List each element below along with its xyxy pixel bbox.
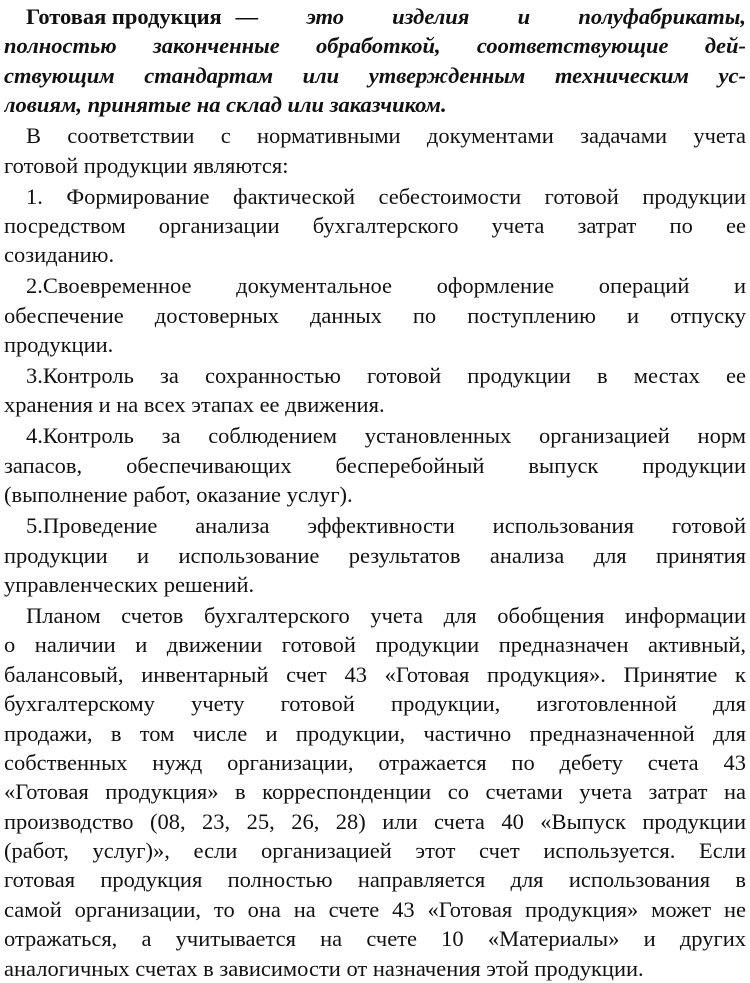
text-line: готовая продукция полностью направляется для использования в [4,867,746,893]
text-line: созиданию. [4,242,115,268]
text-line: 3.Контроль за сохранностью готовой продукции в местах ее [26,363,746,389]
text-line: хранения и на всех этапах ее движения. [4,392,385,418]
text-line: аналогичных счетах в зависимости от назначения этой продукции. [4,955,644,981]
paragraph [4,601,746,983]
text-line: посредством организации бухгалтерского учета затрат по ее [4,212,746,238]
definition-text: — это изделия и полуфабрикаты, [235,4,746,29]
text-line: «Готовая продукция» в корреспонденции со счетами учета затрат на [4,779,746,805]
text-line: самой организации, то она на счете 43 «Готовая продукция» может не [4,896,746,922]
text-line: В соответствии с нормативными документами задачами учета [26,123,746,149]
definition-line: ствующим стандартам или утвержденным техническим ус- [4,62,746,88]
text-line: 5.Проведение анализа эффективности использования готовой [26,513,746,539]
text-line: балансовый, инвентарный счет 43 «Готовая продукция». Принятие к [4,661,746,687]
text-line: собственных нужд организации, отражается по дебету счета 43 [4,749,746,775]
text-line: бухгалтерскому учету готовой продукции, изготовленной для [4,691,746,717]
term: Готовая продукция [26,4,222,29]
definition-line: ловиям, принятые на склад или заказчиком. [4,92,447,118]
text-line: продукции и использование результатов анализа для принятия [4,542,746,568]
text-line: отражаться, а учитывается на счете 10 «Материалы» и других [4,926,746,952]
body-paragraphs [4,121,746,983]
text-line: запасов, обеспечивающих бесперебойный выпуск продукции [4,452,746,478]
text-line: продажи, в том числе и продукции, частично предназначенной для [4,720,746,746]
paragraph [4,271,746,359]
text-line: (выполнение работ, оказание услуг). [4,482,353,508]
text-line: управленческих решений. [4,571,255,597]
text-line: 4.Контроль за соблюдением установленных организацией норм [26,423,746,449]
text-line: готовой продукции являются: [4,152,289,178]
definition-line [4,2,746,31]
text-line: обеспечение достоверных данных по поступлению и отпуску [4,302,746,328]
text-line: продукции. [4,332,114,358]
paragraph [4,182,746,270]
text-line: о наличии и движении готовой продукции предназначен активный, [4,632,746,658]
paragraph [4,361,746,420]
definition-paragraph [4,2,746,120]
text-line: производство (08, 23, 25, 26, 28) или счета 40 «Выпуск продукции [4,808,746,834]
paragraph [4,421,746,509]
text-line: 2.Своевременное документальное оформление операций и [26,273,746,299]
text-line: (работ, услуг)», если организацией этот счет используется. Если [4,838,746,864]
definition-line: полностью законченные обработкой, соответствующие дей- [4,33,746,59]
paragraph [4,511,746,599]
text-line: 1. Формирование фактической себестоимости готовой продукции [26,183,746,209]
paragraph [4,121,746,180]
text-line: Планом счетов бухгалтерского учета для обобщения информации [26,602,746,628]
